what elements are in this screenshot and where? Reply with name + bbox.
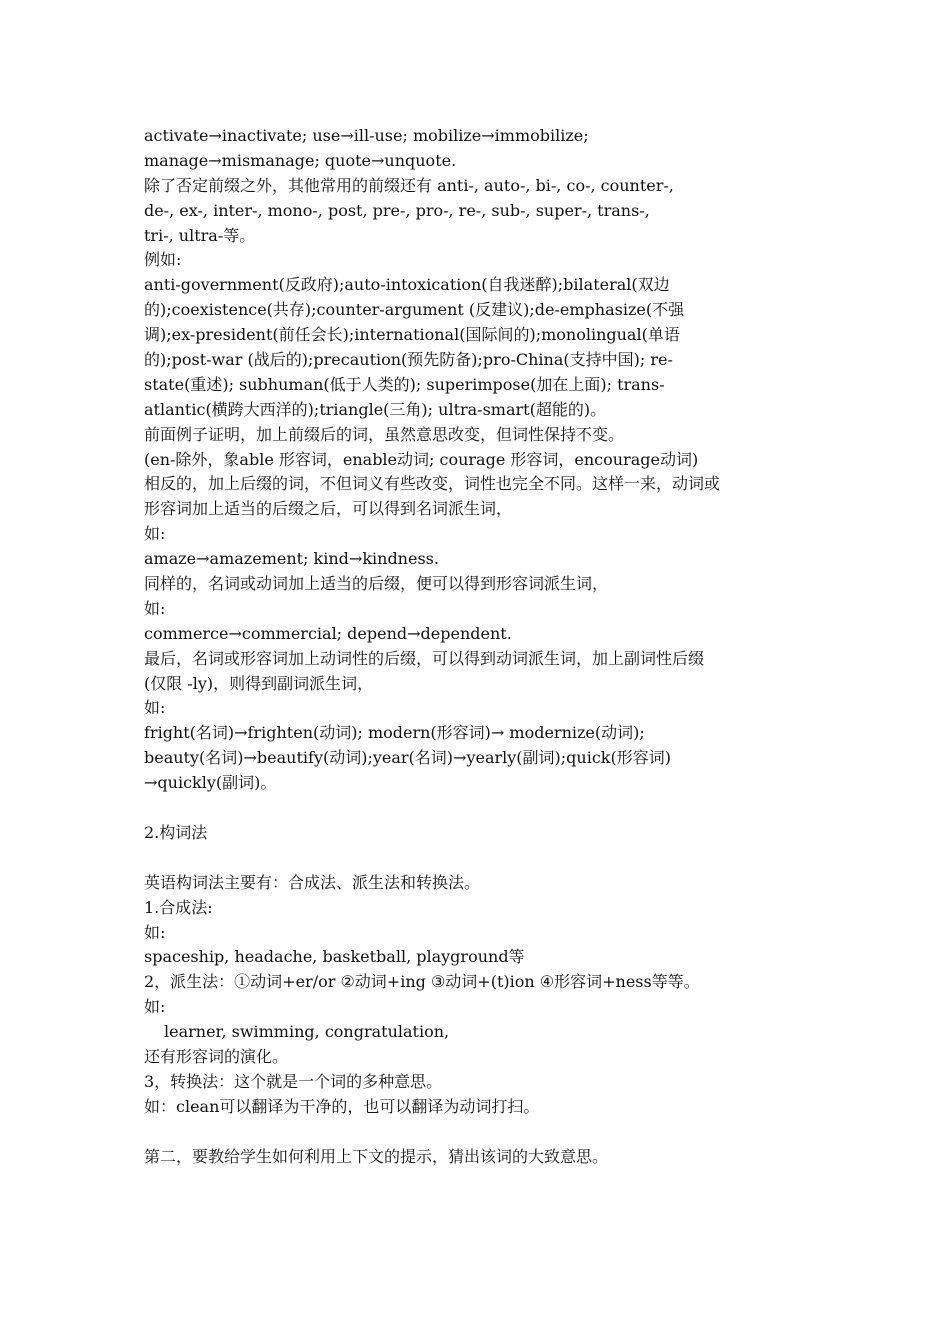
text-line: fright(名词)→frighten(动词); modern(形容词)→ modernize(动词); <box>144 723 645 743</box>
text-line: 前面例子证明，加上前缀后的词，虽然意思改变，但词性保持不变。 <box>144 424 625 444</box>
text-line: 如：clean可以翻译为干净的，也可以翻译为动词打扫。 <box>144 1096 540 1116</box>
text-line: (en-除外，象able 形容词，enable动词; courage 形容词，encourage动词) <box>144 449 699 469</box>
text-line: commerce→commercial; depend→dependent. <box>144 623 512 643</box>
text-line: 1.合成法: <box>144 897 213 917</box>
text-line: 如: <box>144 698 166 718</box>
text-line: 第二，要教给学生如何利用上下文的提示，猜出该词的大致意思。 <box>144 1146 609 1166</box>
text-line: 的);post-war (战后的);precaution(预先防备);pro-China(支持中国); re- <box>144 350 673 370</box>
text-line: 的);coexistence(共存);counter-argument (反建议);de-emphasize(不强 <box>144 300 685 320</box>
text-line: 除了否定前缀之外，其他常用的前缀还有 anti-, auto-, bi-, co-, counter-, <box>144 175 674 195</box>
text-line: anti-government(反政府);auto-intoxication(自我迷醉);bilateral(双边 <box>144 275 670 295</box>
text-line: beauty(名词)→beautify(动词);year(名词)→yearly(副词);quick(形容词) <box>144 748 671 768</box>
text-line: spaceship, headache, basketball, playground等 <box>144 947 525 967</box>
text-line: 如: <box>144 598 166 618</box>
text-line: amaze→amazement; kind→kindness. <box>144 549 439 569</box>
text-line: activate→inactivate; use→ill-use; mobilize→immobilize; <box>144 126 589 145</box>
text-line: tri-, ultra-等。 <box>144 225 256 245</box>
text-line: 同样的，名词或动词加上适当的后缀，便可以得到形容词派生词， <box>144 574 609 594</box>
text-line: 调);ex-president(前任会长);international(国际间的);monolingual(单语 <box>144 325 680 345</box>
text-line: 3，转换法：这个就是一个词的多种意思。 <box>144 1071 443 1091</box>
text-line: state(重述); subhuman(低于人类的); superimpose(加在上面); trans- <box>144 374 665 394</box>
text-line: 如: <box>144 524 166 544</box>
text-line: 如: <box>144 997 166 1017</box>
text-line: 例如: <box>144 250 182 270</box>
text-line: 如: <box>144 922 166 942</box>
text-line: learner, swimming, congratulation, <box>164 1022 450 1042</box>
text-line: 相反的，加上后缀的词，不但词义有些改变，词性也完全不同。这样一来，动词或 <box>144 474 721 494</box>
text-line: 2，派生法：①动词+er/or ②动词+ing ③动词+(t)ion ④形容词+ness等等。 <box>144 972 700 992</box>
text-line: →quickly(副词)。 <box>144 773 277 793</box>
blank-line <box>144 846 812 871</box>
text-line: (仅限 -ly)，则得到副词派生词， <box>144 673 374 693</box>
text-line: 还有形容词的演化。 <box>144 1046 289 1066</box>
text-line: manage→mismanage; quote→unquote. <box>144 150 457 170</box>
text-line: 英语构词法主要有：合成法、派生法和转换法。 <box>144 872 481 892</box>
section-heading: 2.构词法 <box>144 822 208 842</box>
blank-line <box>144 1120 812 1145</box>
blank-line <box>144 796 812 821</box>
text-line: atlantic(横跨大西洋的);triangle(三角); ultra-smart(超能的)。 <box>144 399 607 419</box>
text-line: de-, ex-, inter-, mono-, post, pre-, pro-, re-, sub-, super-, trans-, <box>144 200 650 220</box>
text-line: 形容词加上适当的后缀之后，可以得到名词派生词， <box>144 499 513 519</box>
text-line: 最后，名词或形容词加上动词性的后缀，可以得到动词派生词，加上副词性后缀 <box>144 648 705 668</box>
document-body <box>144 124 812 1169</box>
